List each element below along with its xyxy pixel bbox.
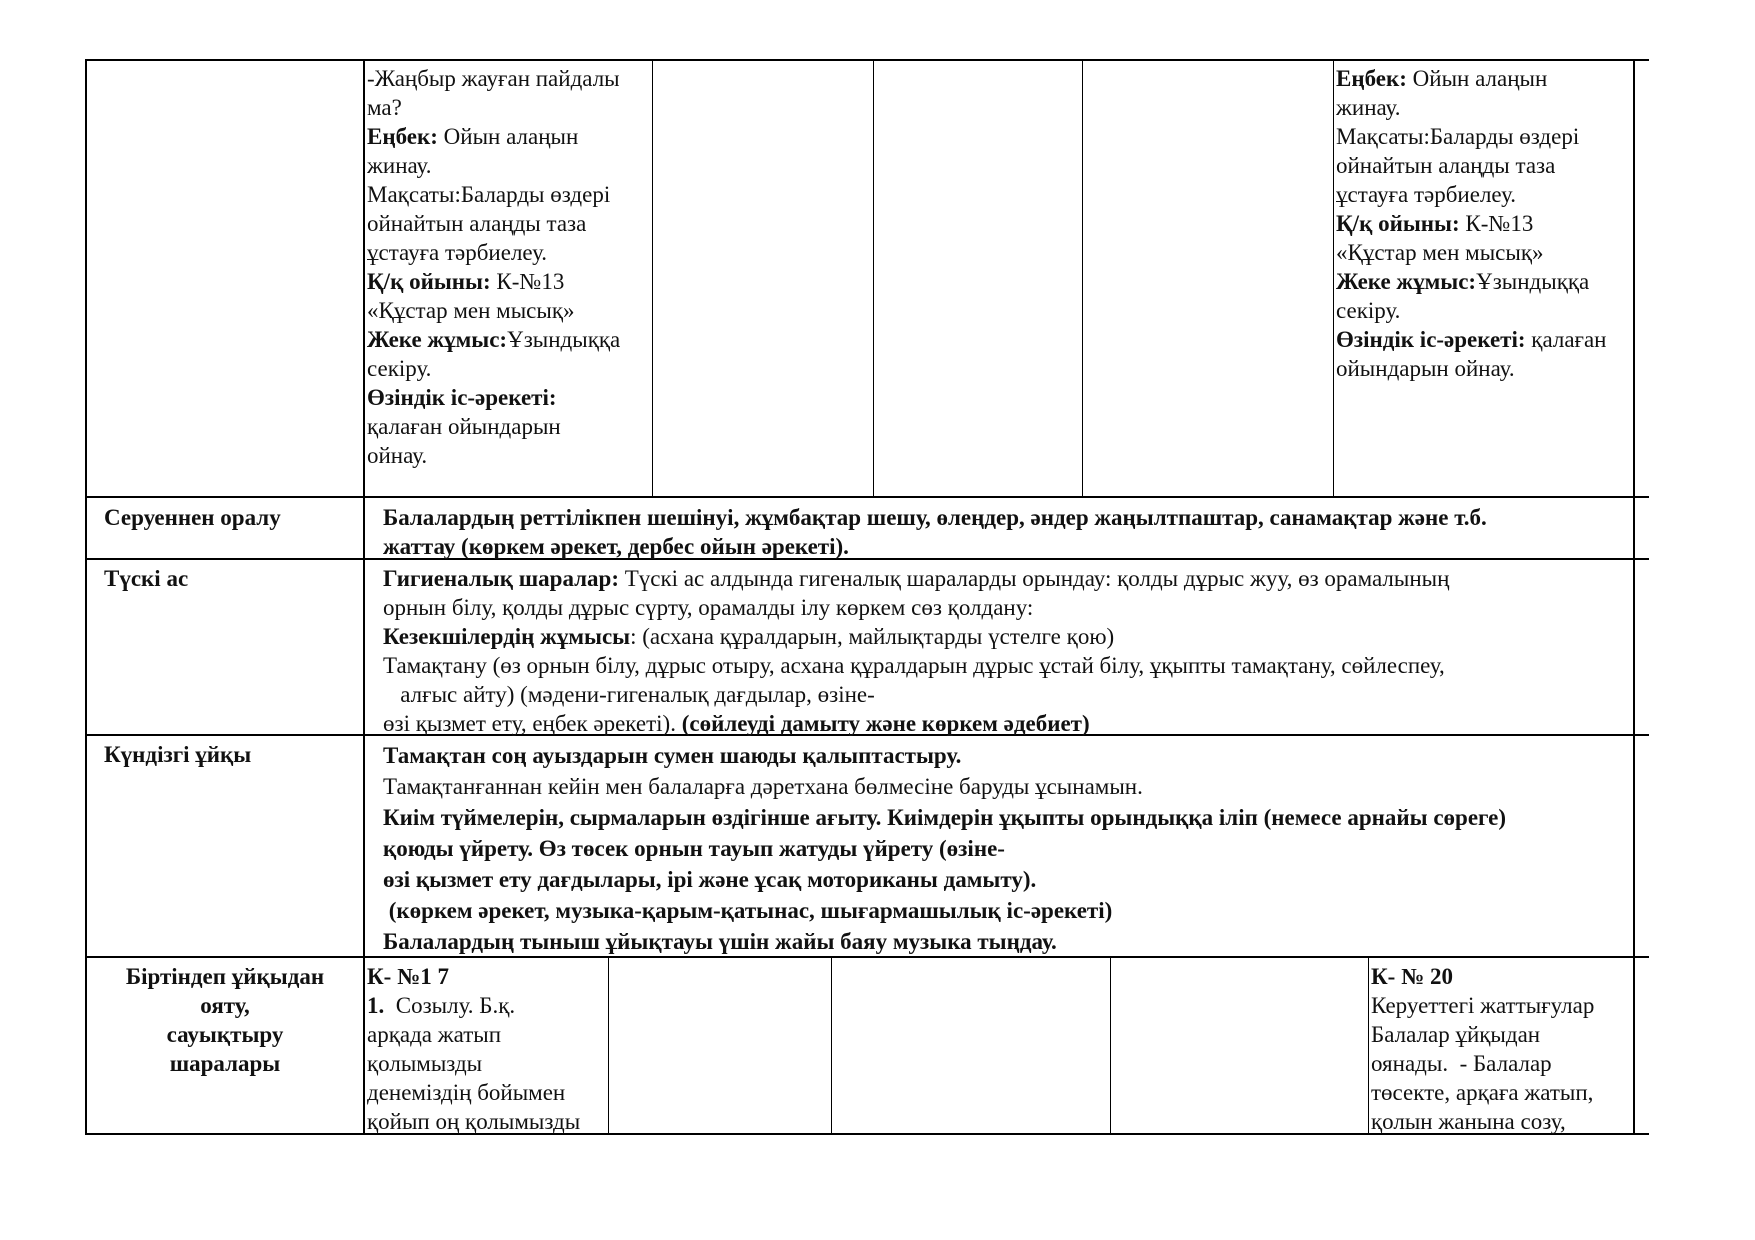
table-border-bot-col6 [1368, 956, 1369, 1134]
label-text: К-№13 [490, 269, 565, 294]
text-line: арқада жатып [367, 1022, 502, 1047]
text-line: Тамақтан соң ауыздарын сумен шаюды қалыптастыру. [383, 743, 962, 768]
text-line: оянады. - Балалар [1371, 1051, 1552, 1076]
text-line [367, 267, 652, 296]
row-label-text: Түскі ас [104, 566, 189, 591]
text-line [367, 383, 652, 412]
text-line: К- №1 7 [367, 964, 449, 989]
table-border-bot-col5 [1110, 956, 1111, 1134]
text-line: Мақсаты:Баларды өздері [1336, 124, 1580, 149]
walk-activities-cell-col2 [367, 64, 652, 470]
label-bold: 1. [367, 993, 385, 1018]
label-text: Ұзындыққа [507, 327, 621, 352]
text-line: Балалар ұйқыдан [1371, 1022, 1541, 1047]
label-bold: Еңбек: [1336, 66, 1407, 91]
text-line [383, 709, 1633, 738]
text-line: ойындарын ойнау. [1336, 356, 1515, 381]
text-line: қойып оң қолымызды [367, 1109, 581, 1134]
label-text: Ұзындыққа [1476, 269, 1590, 294]
text-line: ояту, [200, 993, 250, 1018]
table-border-bot-col3 [608, 956, 609, 1134]
label-text: Созылу. Б.қ. [384, 993, 516, 1018]
label-bold: Өзіндік іс-әрекеті: [367, 385, 557, 410]
text-line: Киім түймелерін, сырмаларын өздігінше ағыту. Киімдерін ұқыпты орындыққа іліп (немесе арнайы сөреге) [383, 805, 1507, 830]
label-text: Ойын алаңын [437, 124, 579, 149]
text-line: сауықтыру [166, 1022, 284, 1047]
label-text: Ойын алаңын [1406, 66, 1548, 91]
text-line: -Жаңбыр жауған пайдалы [367, 66, 620, 91]
label-text: қалаған [1525, 327, 1607, 352]
text-line: қолымызды [367, 1051, 483, 1076]
row-label-text: Серуеннен оралу [104, 505, 281, 530]
text-line: ойнайтын алаңды таза [367, 211, 587, 236]
text-line: жинау. [1336, 95, 1401, 120]
lunch-content [383, 564, 1633, 738]
row-label-nap [104, 740, 359, 769]
table-border-top-col6 [1333, 59, 1334, 497]
text-line: төсекте, арқаға жатып, [1371, 1080, 1594, 1105]
text-line: секіру. [367, 356, 432, 381]
label-bold: Жеке жұмыс: [367, 327, 508, 352]
text-line: жинау. [367, 153, 432, 178]
label-bold: Гигиеналық шаралар: [383, 566, 619, 591]
text-line [383, 564, 1633, 593]
text-line: ұстауға тәрбиелеу. [1336, 182, 1517, 207]
text-line: алғыс айту) (мәдени-гигеналық дағдылар, өзіне- [383, 682, 875, 707]
label-text: К-№13 [1459, 211, 1534, 236]
text-line: ойнау. [367, 443, 428, 468]
text-line: ұстауға тәрбиелеу. [367, 240, 548, 265]
text-line: секіру. [1336, 298, 1401, 323]
text-line [1336, 64, 1633, 93]
table-border-top-col3 [652, 59, 653, 497]
row-label-lunch [104, 564, 359, 593]
text-line: ма? [367, 95, 402, 120]
table-border-right [1633, 59, 1635, 1135]
text-line: өзі қызмет ету дағдылары, ірі және ұсақ моториканы дамыту). [383, 867, 1037, 892]
wakeup-cell-col2 [367, 962, 608, 1136]
text-line [1336, 267, 1633, 296]
text-line: қолын жанына созу, [1371, 1109, 1566, 1134]
label-bold: (сөйлеуді дамыту және көркем әдебиет) [681, 711, 1090, 736]
row-label-wakeup [87, 962, 363, 1078]
table-border-bot-col4 [831, 956, 832, 1134]
text-line: Тамақтану (өз орнын білу, дұрыс отыру, асхана құралдарын дұрыс ұстай білу, ұқыпты тамақтану, сөйлеспеу, [383, 653, 1445, 678]
text-line [1336, 209, 1633, 238]
text-line [367, 122, 652, 151]
text-line [383, 622, 1633, 651]
label-bold: Қ/қ ойыны: [1336, 211, 1460, 236]
label-bold: Жеке жұмыс: [1336, 269, 1477, 294]
text-line: Балалардың тыныш ұйықтауы үшін жайы баяу музыка тыңдау. [383, 929, 1057, 954]
label-text: өзі қызмет ету, еңбек әрекеті). [383, 711, 682, 736]
text-line: орнын білу, қолды дұрыс сүрту, орамалды ілу көркем сөз қолдану: [383, 595, 1034, 620]
table-border-top [85, 59, 1649, 61]
text-line: қалаған ойындарын [367, 414, 561, 439]
table-border-top-col5 [1082, 59, 1083, 497]
text-line: Біртіндеп ұйқыдан [125, 964, 325, 989]
wakeup-cell-col6 [1371, 962, 1633, 1136]
text-line: «Құстар мен мысық» [1336, 240, 1544, 265]
table-border-top-col4 [873, 59, 874, 497]
table-border-label-col [363, 59, 365, 1135]
text-line: «Құстар мен мысық» [367, 298, 575, 323]
text-line: Керуеттегі жаттығулар [1371, 993, 1595, 1018]
row-label-text: Күндізгі ұйқы [104, 742, 252, 767]
text-line: денеміздің бойымен [367, 1080, 566, 1105]
label-bold: Қ/қ ойыны: [367, 269, 491, 294]
label-text: : (асхана құралдарын, майлықтарды үстелге қою) [630, 624, 1115, 649]
text-line [367, 325, 652, 354]
text-line: жаттау (көркем әрекет, дербес ойын әрекеті). [383, 534, 849, 559]
text-line: қоюды үйрету. Өз төсек орнын тауып жатуды үйрету (өзіне- [383, 836, 1005, 861]
text-line: Мақсаты:Баларды өздері [367, 182, 611, 207]
label-bold: Өзіндік іс-әрекеті: [1336, 327, 1526, 352]
return-walk-content [383, 503, 1633, 561]
table-border-row1 [85, 496, 1649, 498]
label-bold: Еңбек: [367, 124, 438, 149]
label-bold: Кезекшілердің жұмысы [383, 624, 631, 649]
walk-activities-cell-col6 [1336, 64, 1633, 383]
text-line: Тамақтанғаннан кейін мен балаларға дәретхана бөлмесіне баруды ұсынамын. [383, 774, 1143, 799]
text-line [1336, 325, 1633, 354]
text-line: Балалардың реттілікпен шешінуі, жұмбақтар шешу, өлеңдер, әндер жаңылтпаштар, санамақтар және т.б. [383, 505, 1487, 530]
nap-content [383, 740, 1633, 957]
text-line: ойнайтын алаңды таза [1336, 153, 1556, 178]
text-line: шаралары [169, 1051, 281, 1076]
text-line [367, 991, 608, 1020]
text-line: К- № 20 [1371, 964, 1453, 989]
label-text: Түскі ас алдында гигеналық шараларды орындау: қолды дұрыс жуу, өз орамалының [619, 566, 1450, 591]
row-label-return-walk [104, 503, 359, 532]
text-line: (көркем әрекет, музыка-қарым-қатынас, шығармашылық іс-әрекеті) [383, 898, 1113, 923]
